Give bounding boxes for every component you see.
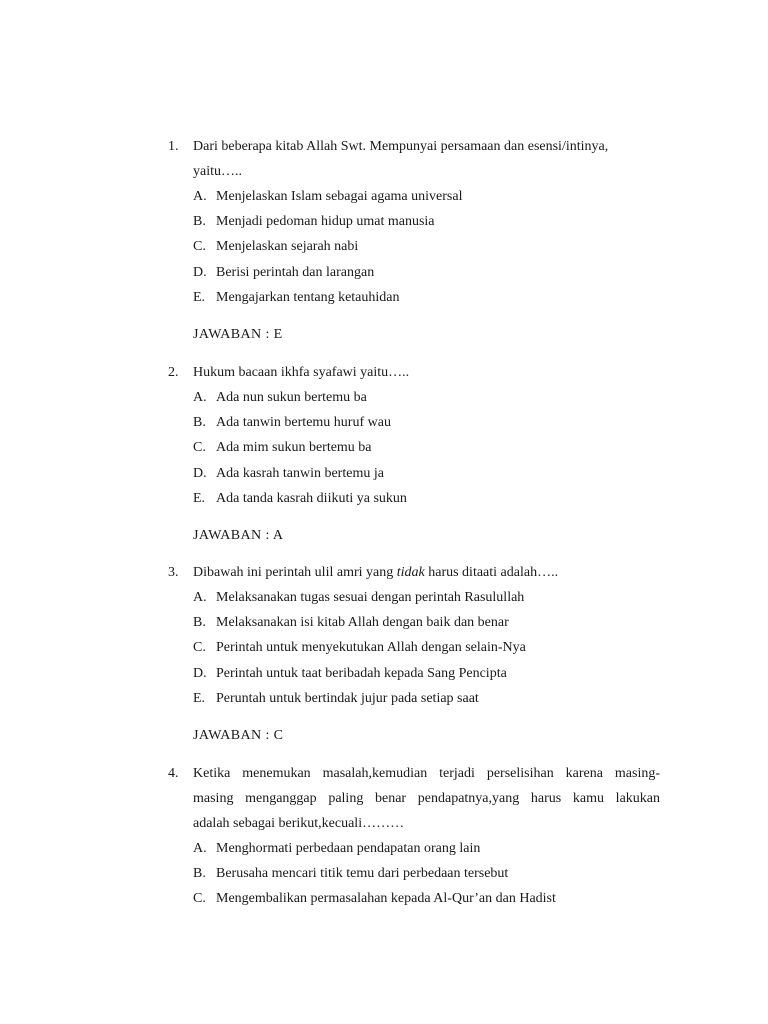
question-line (168, 761, 668, 786)
question-text: adalah sebagai berikut,kecuali……… (193, 816, 405, 831)
option-c (168, 234, 668, 259)
question-text-part: Dibawah ini perintah ulil amri yang (193, 565, 397, 580)
option-letter: B. (193, 415, 206, 431)
option-c (168, 886, 668, 911)
question-4 (168, 761, 668, 912)
option-letter: D. (193, 264, 207, 280)
question-text: Ketika menemukan masalah,kemudian terjadi perselisihan karena masing- (193, 766, 660, 781)
question-line (168, 560, 668, 585)
question-text: Dari beberapa kitab Allah Swt. Mempunyai persamaan dan esensi/intinya, (193, 139, 609, 154)
option-letter: E. (193, 490, 206, 506)
question-line (168, 811, 668, 836)
option-text: Ada tanwin bertemu huruf wau (216, 415, 391, 431)
question-number: 4. (168, 766, 179, 781)
option-letter: B. (193, 866, 206, 882)
option-e (168, 285, 668, 310)
answer-2: JAWABAN : A (193, 528, 284, 543)
question-line (168, 159, 668, 184)
option-letter: C. (193, 640, 206, 656)
option-b (168, 209, 668, 234)
option-text: Menjelaskan Islam sebagai agama universal (216, 189, 463, 204)
option-text: Menghormati perbedaan pendapatan orang lain (216, 841, 481, 856)
question-1 (168, 134, 668, 310)
option-text: Mengembalikan permasalahan kepada Al-Qur’an dan Hadist (216, 891, 556, 907)
answer-3: JAWABAN : C (193, 728, 284, 743)
option-letter: C. (193, 440, 206, 456)
option-text: Melaksanakan isi kitab Allah dengan baik dan benar (216, 615, 509, 631)
question-number: 1. (168, 139, 179, 154)
option-text: Melaksanakan tugas sesuai dengan perintah Rasulullah (216, 590, 525, 605)
question-line (168, 786, 668, 811)
option-letter: C. (193, 891, 206, 907)
option-letter: B. (193, 214, 206, 230)
option-text: Berisi perintah dan larangan (216, 264, 375, 280)
question-3 (168, 560, 668, 711)
option-letter: A. (193, 841, 207, 856)
option-b (168, 410, 668, 435)
option-text: Menjelaskan sejarah nabi (216, 239, 359, 255)
option-letter: E. (193, 289, 206, 305)
option-text: Perintah untuk menyekutukan Allah dengan selain-Nya (216, 640, 526, 656)
option-text: Ada nun sukun bertemu ba (216, 390, 367, 405)
option-letter: D. (193, 665, 207, 681)
option-c (168, 435, 668, 460)
option-a (168, 184, 668, 209)
question-number: 2. (168, 365, 179, 380)
option-text: Ada tanda kasrah diikuti ya sukun (216, 490, 407, 506)
question-text: Hukum bacaan ikhfa syafawi yaitu….. (193, 365, 410, 380)
option-b (168, 861, 668, 886)
question-text-part: harus ditaati adalah….. (424, 565, 559, 580)
option-a (168, 385, 668, 410)
option-letter: B. (193, 615, 206, 631)
option-e (168, 686, 668, 711)
option-e (168, 486, 668, 511)
option-b (168, 610, 668, 635)
option-c (168, 635, 668, 660)
option-d (168, 260, 668, 285)
question-2 (168, 360, 668, 511)
option-letter: A. (193, 390, 207, 405)
option-text: Perintah untuk taat beribadah kepada Sang Pencipta (216, 665, 507, 681)
option-text: Ada kasrah tanwin bertemu ja (216, 465, 384, 481)
option-a (168, 585, 668, 610)
question-line (168, 360, 668, 385)
option-letter: A. (193, 189, 207, 204)
option-text: Berusaha mencari titik temu dari perbedaan tersebut (216, 866, 509, 882)
question-text (193, 560, 660, 585)
question-number: 3. (168, 565, 179, 580)
option-a (168, 836, 668, 861)
question-text: masing menganggap paling benar pendapatnya,yang harus kamu lakukan (193, 791, 660, 806)
option-text: Menjadi pedoman hidup umat manusia (216, 214, 435, 230)
option-text: Mengajarkan tentang ketauhidan (216, 289, 400, 305)
option-letter: A. (193, 590, 207, 605)
answer-1: JAWABAN : E (193, 327, 283, 342)
question-line (168, 134, 668, 159)
option-d (168, 461, 668, 486)
question-text: yaitu….. (193, 164, 242, 179)
option-text: Peruntah untuk bertindak jujur pada setiap saat (216, 690, 479, 706)
question-text-emphasis: tidak (396, 565, 425, 580)
option-letter: D. (193, 465, 207, 481)
option-d (168, 661, 668, 686)
option-letter: E. (193, 690, 206, 706)
option-letter: C. (193, 239, 206, 255)
option-text: Ada mim sukun bertemu ba (216, 440, 372, 456)
